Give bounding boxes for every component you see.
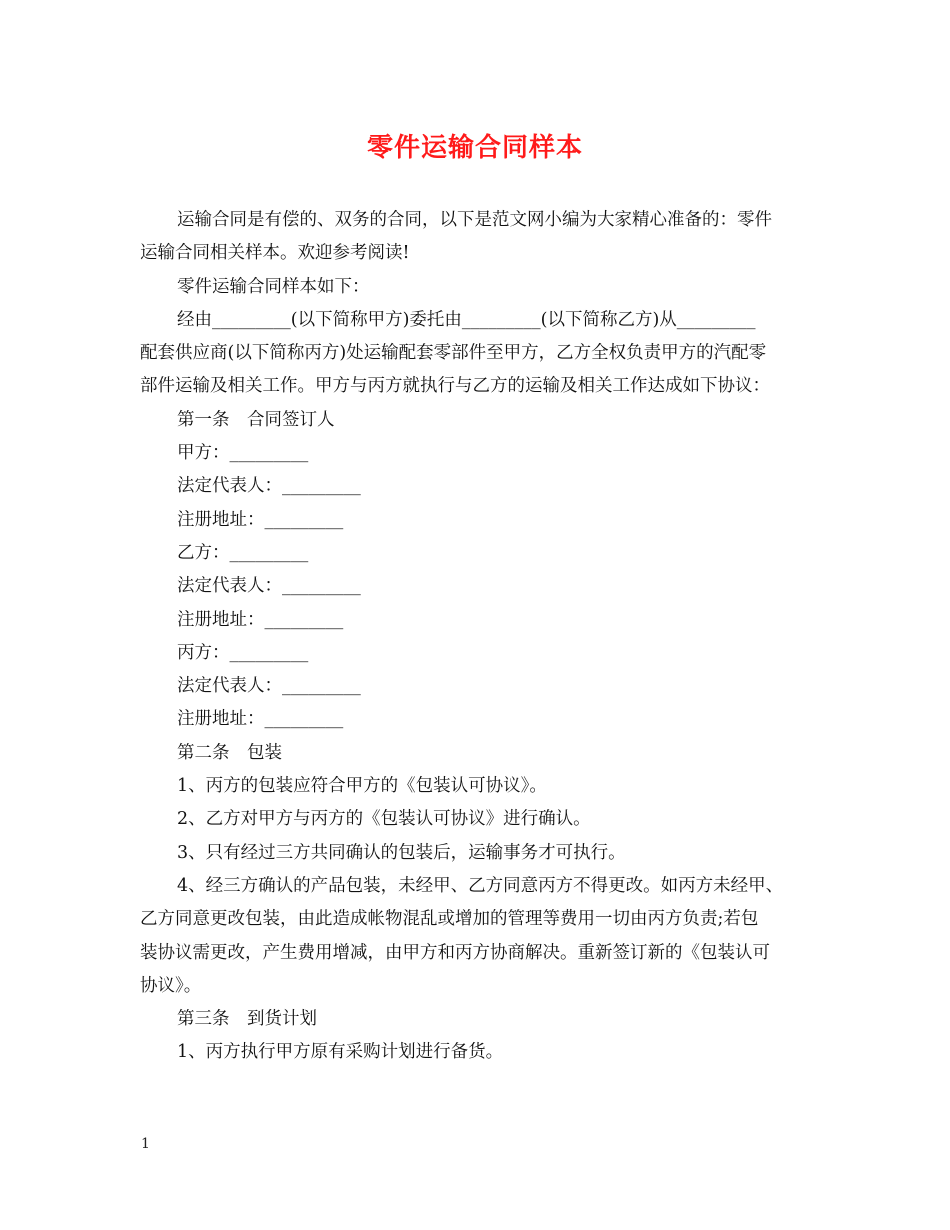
body-line: 丙方：_________ — [177, 642, 309, 663]
document-title: 零件运输合同样本 — [366, 133, 583, 163]
body-line: 第一条 合同签订人 — [177, 409, 335, 430]
body-line: 乙方同意更改包装，由此造成帐物混乱或增加的管理等费用一切由丙方负责;若包 — [140, 909, 759, 930]
body-line: 甲方：_________ — [177, 443, 309, 464]
body-line: 第三条 到货计划 — [177, 1009, 317, 1030]
body-line: 法定代表人：_________ — [177, 576, 361, 597]
page-number: 1 — [141, 1136, 150, 1152]
body-line: 配套供应商(以下简称丙方)处运输配套零部件至甲方，乙方全权负责甲方的汽配零 — [140, 343, 767, 364]
body-line: 3、只有经过三方共同确认的包装后，运输事务才可执行。 — [177, 842, 626, 863]
body-line: 注册地址：_________ — [177, 709, 344, 730]
body-line: 法定代表人：_________ — [177, 676, 361, 697]
body-line: 1、丙方执行甲方原有采购计划进行备货。 — [177, 1042, 504, 1063]
body-line: 运输合同相关样本。欢迎参考阅读! — [140, 243, 410, 264]
body-line: 运输合同是有偿的、双务的合同，以下是范文网小编为大家精心准备的：零件 — [177, 210, 772, 230]
body-line: 装协议需更改，产生费用增减，由甲方和丙方协商解决。重新签订新的《包装认可 — [140, 942, 770, 963]
body-line: 注册地址：_________ — [177, 509, 344, 530]
body-line: 协议》。 — [140, 975, 202, 996]
body-line: 1、丙方的包装应符合甲方的《包装认可协议》。 — [177, 776, 547, 797]
body-line: 法定代表人：_________ — [177, 476, 361, 497]
body-line: 2、乙方对甲方与丙方的《包装认可协议》进行确认。 — [177, 809, 591, 830]
body-line: 第二条 包装 — [177, 742, 282, 763]
body-line: 乙方：_________ — [177, 542, 309, 563]
body-line: 经由_________(以下简称甲方)委托由_________(以下简称乙方)从_________ — [177, 309, 756, 330]
document-body — [140, 204, 812, 1070]
body-line: 零件运输合同样本如下： — [177, 276, 370, 297]
body-line: 注册地址：_________ — [177, 609, 344, 630]
body-line: 部件运输及相关工作。甲方与丙方就执行与乙方的运输及相关工作达成如下协议： — [140, 376, 770, 397]
body-line: 4、经三方确认的产品包装，未经甲、乙方同意丙方不得更改。如丙方未经甲、 — [177, 875, 784, 896]
